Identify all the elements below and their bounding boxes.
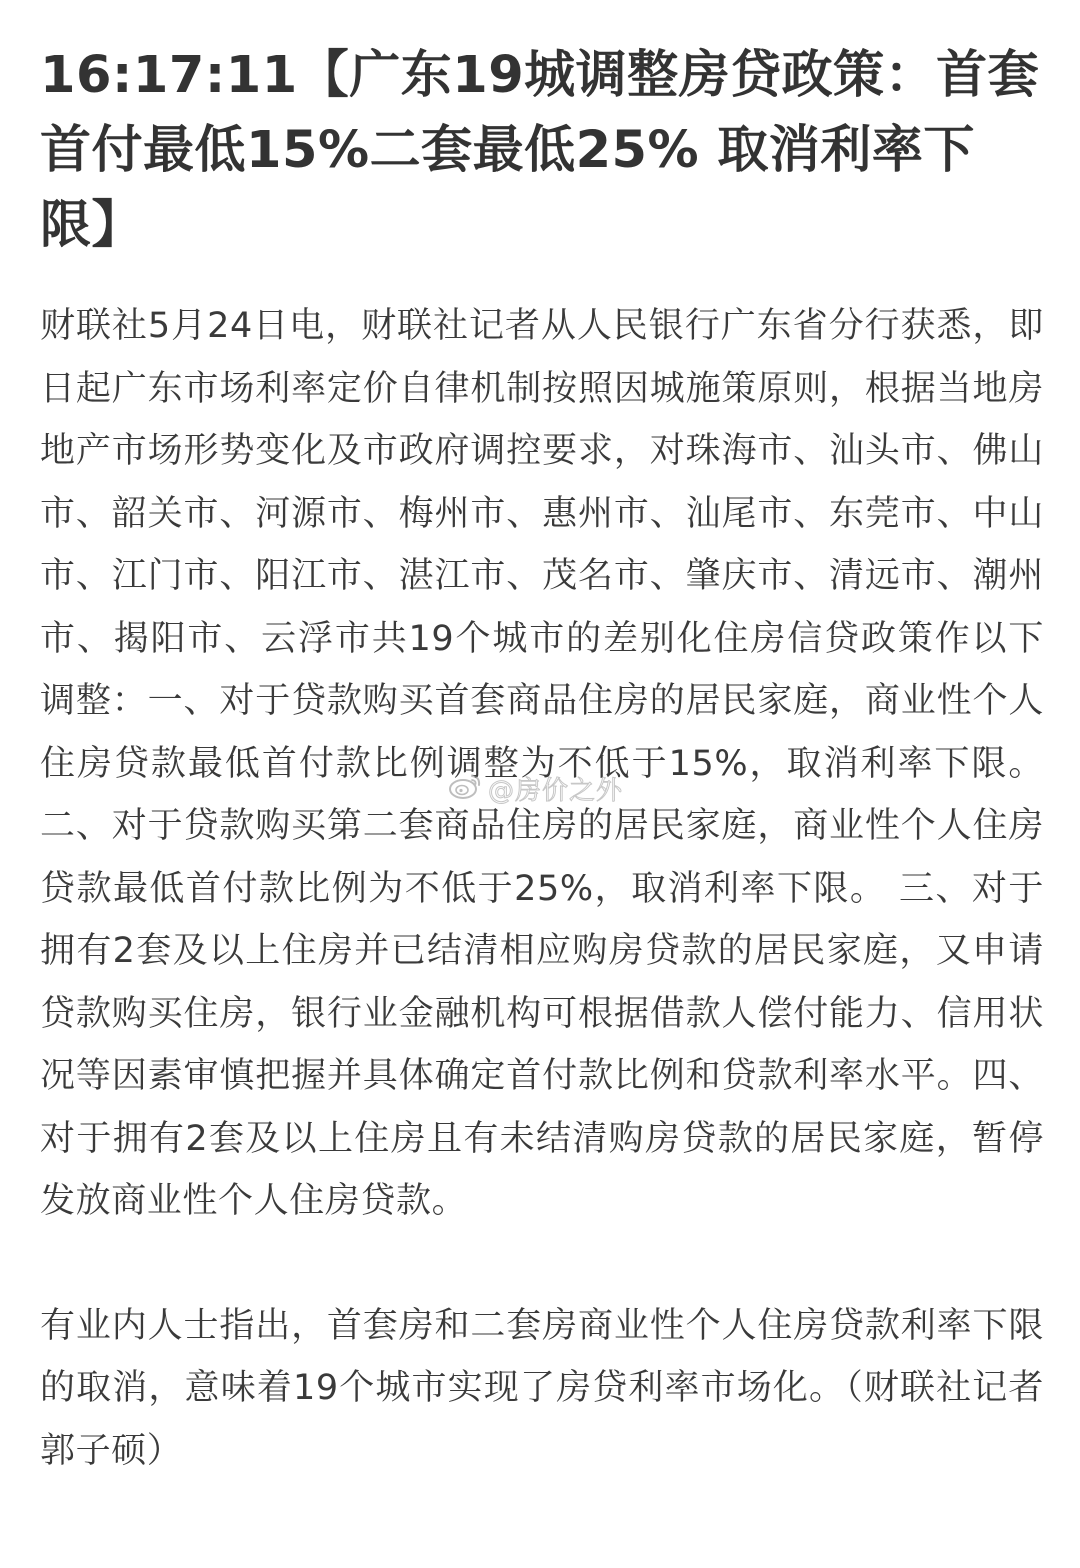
watermark-text: @房价之外 bbox=[488, 776, 624, 806]
article-paragraph-main: 财联社5月24日电，财联社记者从人民银行广东省分行获悉，即日起广东市场利率定价自律机制按照因城施策原则，根据当地房地产市场形势变化及市政府调控要求，对珠海市、汕头市、佛山市、韶关市、河源市、梅州市、惠州市、汕尾市、东莞市、中山市、江门市、阳江市、湛江市、茂名市、肇庆市、清远市、潮州市、揭阳市、云浮市共19个城市的差别化住房信贷政策作以下调整：一、对于贷款购买首套商品住房的居民家庭，商业性个人住房贷款最低首付款比例调整为不低于15%，取消利率下限。二、对于贷款购买第二套商品住房的居民家庭，商业性个人住房贷款最低首付款比例为不低于25%，取消利率下限。 三、对于拥有2套及以上住房并已结清相应购房贷款的居民家庭，又申请贷款购买住房，银行业金融机构可根据借款人偿付能力、信用状况等因素审慎把握并具体确定首付款比例和贷款利率水平。四、对于拥有2套及以上住房且有未结清购房贷款的居民家庭，暂停发放商业性个人住房贷款。 bbox=[40, 306, 1044, 1221]
article-headline: 16:17:11【广东19城调整房贷政策：首套首付最低15%二套最低25% 取消利率下限】 bbox=[40, 46, 1040, 255]
article bbox=[40, 38, 1044, 1482]
article-paragraph-commentary: 有业内人士指出，首套房和二套房商业性个人住房贷款利率下限的取消，意味着19个城市实现了房贷利率市场化。（财联社记者 郭子硕） bbox=[40, 1305, 1044, 1471]
